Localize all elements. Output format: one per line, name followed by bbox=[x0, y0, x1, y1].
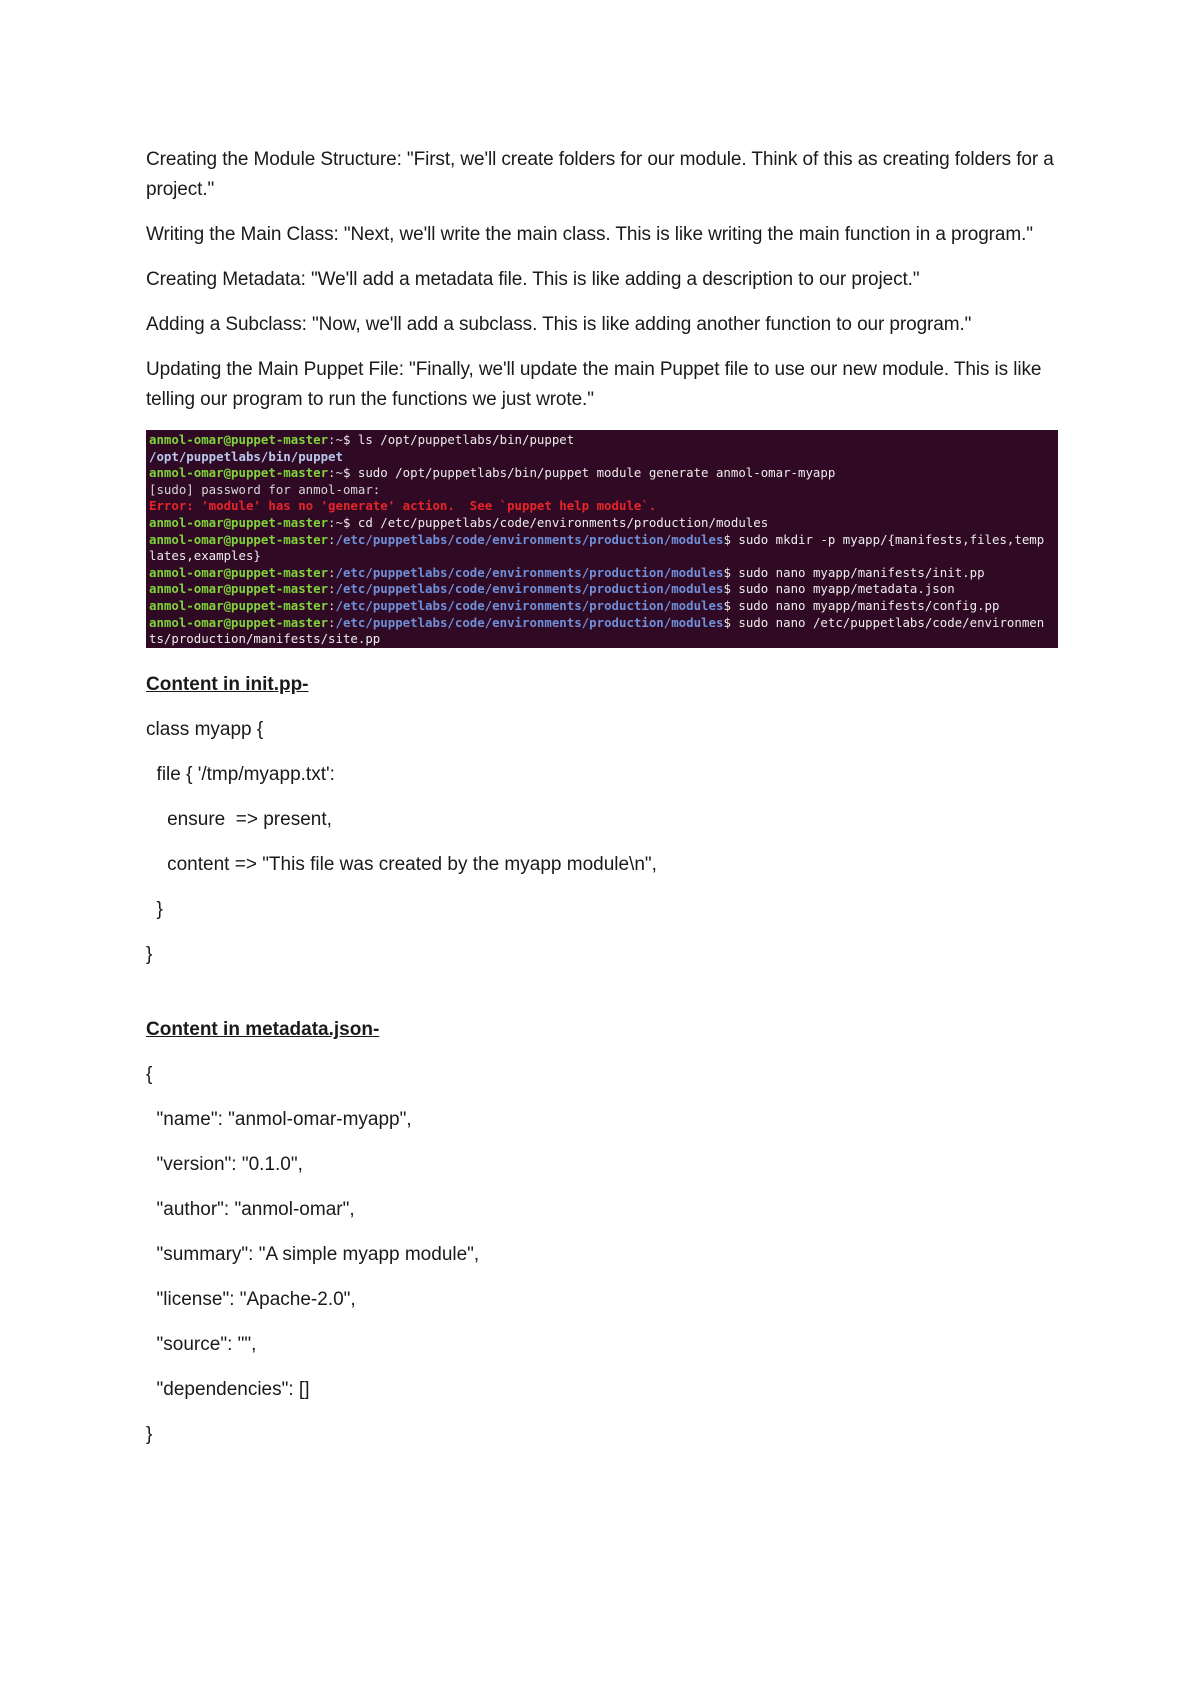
code-line: } bbox=[146, 944, 153, 965]
terminal-line: /opt/puppetlabs/bin/puppet bbox=[149, 448, 343, 464]
terminal-line: anmol-omar@puppet-master:~$ cd /etc/puppetlabs/code/environments/production/modules bbox=[149, 514, 769, 530]
terminal-line: anmol-omar@puppet-master:/etc/puppetlabs/code/environments/production/modules$ sudo mkdir -p myapp/{manifests,files,temp bbox=[149, 531, 1045, 547]
terminal-screenshot bbox=[146, 430, 1058, 648]
paragraph-main-puppet-file: Updating the Main Puppet File: "Finally, we'll update the main Puppet file to use our new module. This is like telling our program to run the functions we just wrote." bbox=[146, 359, 1042, 410]
paragraph-module-structure: Creating the Module Structure: "First, we'll create folders for our module. Think of this as creating folders for a project." bbox=[146, 149, 1054, 200]
terminal-line: anmol-omar@puppet-master:~$ sudo /opt/puppetlabs/bin/puppet module generate anmol-omar-myapp bbox=[149, 465, 836, 481]
code-line: } bbox=[146, 899, 163, 920]
terminal-line: anmol-omar@puppet-master:/etc/puppetlabs/code/environments/production/modules$ sudo nano /etc/puppetlabs/code/environmen bbox=[149, 614, 1045, 630]
code-line: class myapp { bbox=[146, 719, 264, 740]
terminal-line: anmol-omar@puppet-master:/etc/puppetlabs/code/environments/production/modules$ sudo nano myapp/manifests/init.pp bbox=[149, 564, 985, 580]
terminal-line: anmol-omar@puppet-master:/etc/puppetlabs/code/environments/production/modules$ sudo nano myapp/metadata.json bbox=[149, 581, 955, 597]
blank-line bbox=[146, 985, 1066, 1015]
init-pp-code bbox=[146, 715, 1066, 970]
paragraph-subclass: Adding a Subclass: "Now, we'll add a subclass. This is like adding another function to our program." bbox=[146, 314, 972, 335]
code-line: "source": "", bbox=[146, 1334, 257, 1355]
terminal-line: anmol-omar@puppet-master:~$ ls /opt/puppetlabs/bin/puppet bbox=[149, 432, 575, 447]
code-line: "summary": "A simple myapp module", bbox=[146, 1244, 480, 1265]
terminal-line: anmol-omar@puppet-master:/etc/puppetlabs/code/environments/production/modules$ sudo nano myapp/manifests/config.pp bbox=[149, 597, 1000, 613]
code-line: { bbox=[146, 1064, 153, 1085]
code-line: ensure => present, bbox=[146, 809, 332, 830]
metadata-json-heading: Content in metadata.json- bbox=[146, 1019, 380, 1040]
terminal-line: ts/production/manifests/site.pp bbox=[149, 631, 381, 647]
code-line: file { '/tmp/myapp.txt': bbox=[146, 764, 335, 785]
code-line: "license": "Apache-2.0", bbox=[146, 1289, 356, 1310]
code-line: "dependencies": [] bbox=[146, 1379, 310, 1400]
code-line: "author": "anmol-omar", bbox=[146, 1199, 355, 1220]
terminal-line: lates,examples} bbox=[149, 548, 261, 564]
terminal-line: [sudo] password for anmol-omar: bbox=[149, 481, 381, 497]
metadata-json-code bbox=[146, 1060, 1066, 1450]
code-line: content => "This file was created by the myapp module\n", bbox=[146, 854, 657, 875]
code-line: } bbox=[146, 1424, 153, 1445]
paragraph-metadata: Creating Metadata: "We'll add a metadata file. This is like adding a description to our project." bbox=[146, 269, 920, 290]
init-pp-heading: Content in init.pp- bbox=[146, 674, 309, 695]
code-line: "version": "0.1.0", bbox=[146, 1154, 303, 1175]
document-page bbox=[146, 145, 1066, 1465]
paragraph-main-class: Writing the Main Class: "Next, we'll write the main class. This is like writing the main function in a program." bbox=[146, 224, 1033, 245]
code-line: "name": "anmol-omar-myapp", bbox=[146, 1109, 412, 1130]
terminal-error-line: Error: 'module' has no 'generate' action. See `puppet help module`. bbox=[149, 498, 657, 514]
